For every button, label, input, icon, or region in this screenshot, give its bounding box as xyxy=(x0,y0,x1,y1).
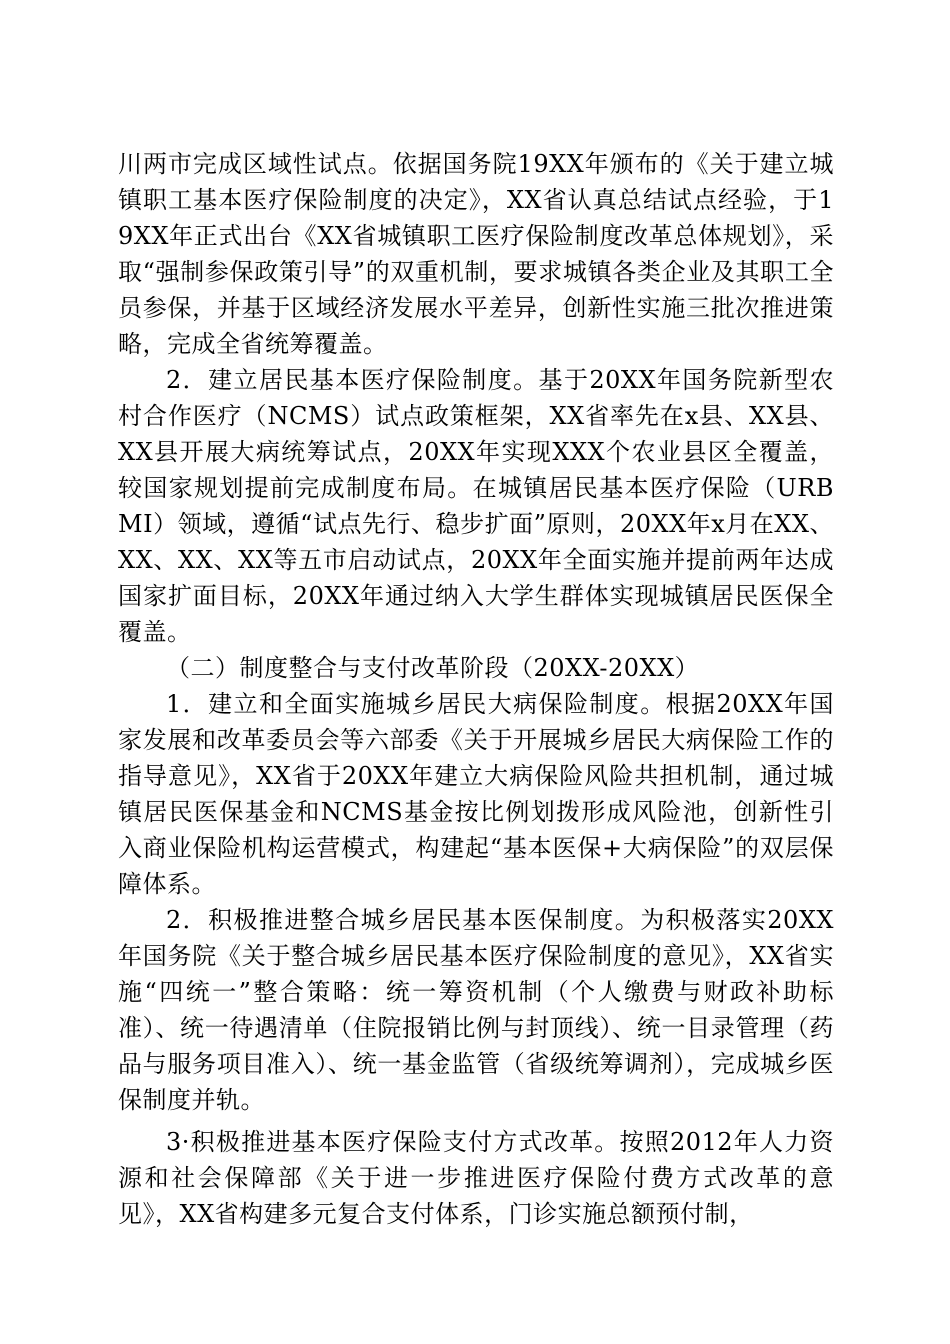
paragraph-item-3-payment-reform: 3·积极推进基本医疗保险支付方式改革。按照2012年人力资源和社会保障部《关于进一步推进医疗保险付费方式改革的意见》，XX省构建多元复合支付体系，门诊实施总额预付制， xyxy=(118,1128,834,1228)
document-body xyxy=(118,146,834,1232)
paragraph-item-2-integration: 2．积极推进整合城乡居民基本医保制度。为积极落实20XX年国务院《关于整合城乡居民基本医疗保险制度的意见》，XX省实施“四统一”整合策略：统一筹资机制（个人缴费与财政补助标准）、统一待遇清单（住院报销比例与封顶线）、统一目录管理（药品与服务项目准入）、统一基金监管（省级统筹调剂），完成城乡医保制度并轨。 xyxy=(118,906,834,1114)
paragraph-item-2-resident-insurance: 2．建立居民基本医疗保险制度。基于20XX年国务院新型农村合作医疗（NCMS）试点政策框架，XX省率先在x县、XX县、XX县开展大病统筹试点，20XX年实现XXX个农业县区全覆盖，较国家规划提前完成制度布局。在城镇居民基本医疗保险（URBMI）领域，遵循“试点先行、稳步扩面”原则，20XX年x月在XX、XX、XX、XX等五市启动试点，20XX年全面实施并提前两年达成国家扩面目标，20XX年通过纳入大学生群体实现城镇居民医保全覆盖。 xyxy=(118,366,834,646)
section-heading: （二）制度整合与支付改革阶段（20XX-20XX） xyxy=(166,654,700,682)
paragraph-item-1-critical-illness: 1．建立和全面实施城乡居民大病保险制度。根据20XX年国家发展和改革委员会等六部委《关于开展城乡居民大病保险工作的指导意见》，XX省于20XX年建立大病保险风险共担机制，通过城镇居民医保基金和NCMS基金按比例划拨形成风险池，创新性引入商业保险机构运营模式，构建起“基本医保+大病保险”的双层保障体系。 xyxy=(118,690,834,898)
paragraph-continuation: 川两市完成区域性试点。依据国务院19XX年颁布的《关于建立城镇职工基本医疗保险制度的决定》，XX省认真总结试点经验，于19XX年正式出台《XX省城镇职工医疗保险制度改革总体规划》，采取“强制参保政策引导”的双重机制，要求城镇各类企业及其职工全员参保，并基于区域经济发展水平差异，创新性实施三批次推进策略，完成全省统筹覆盖。 xyxy=(118,150,834,358)
